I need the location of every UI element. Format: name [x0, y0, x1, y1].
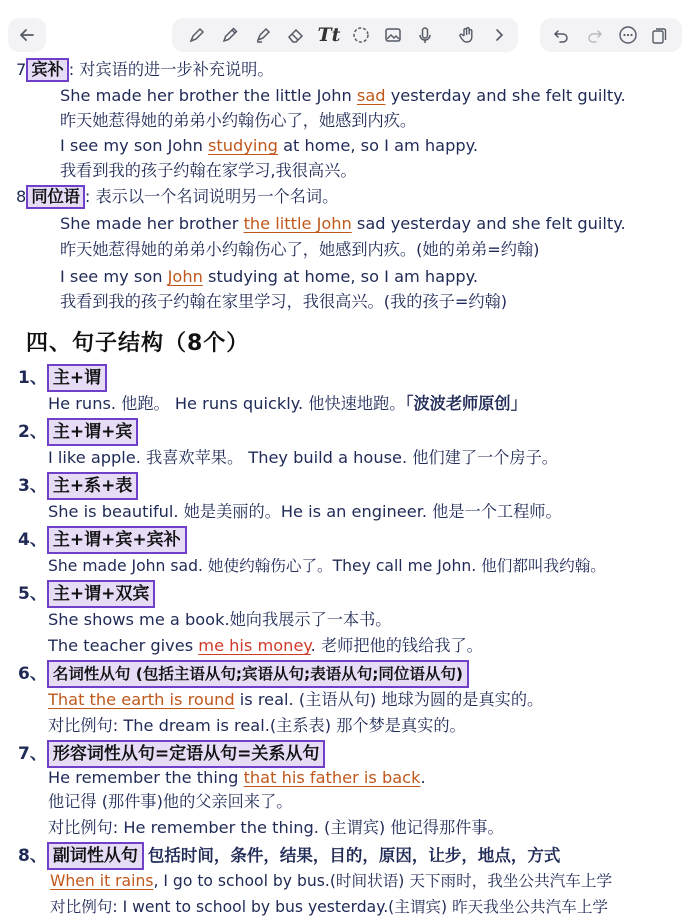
toolbar — [0, 0, 690, 64]
item-4-title — [18, 526, 187, 554]
s7-example-1-cn: 昨天她惹得她的弟弟小约翰伤心了，她感到内疚。 — [60, 111, 417, 130]
s8-example-2 — [60, 266, 478, 288]
microphone-tool-button[interactable] — [412, 18, 438, 52]
item-6-l1-text: is real. (主语从句) 地球为圆的是真实的。 — [234, 690, 544, 709]
microphone-icon — [415, 25, 435, 45]
back-button[interactable] — [14, 18, 40, 52]
item-5-l2-text-a: The teacher gives — [48, 636, 199, 655]
s7-l1-underlined: sad — [356, 86, 386, 105]
s7-example-2-cn: 我看到我的孩子约翰在家学习,我很高兴。 — [60, 161, 357, 180]
item-5-l2-highlight: me his money — [198, 636, 311, 655]
pen-tool-button[interactable] — [184, 18, 210, 52]
item-5-title — [18, 580, 155, 608]
lasso-tool-button[interactable] — [348, 18, 374, 52]
s8-l1-text-b: sad yesterday and she felt guilty. — [351, 214, 626, 233]
item-1-title — [18, 364, 107, 392]
s8-l3-text-b: studying at home, so I am happy. — [202, 267, 479, 286]
redo-icon — [585, 25, 605, 45]
s7-l1-text-a: She made her brother the little John — [60, 86, 357, 105]
actions-pill — [540, 18, 682, 52]
item-8-l1-text: , I go to school by bus.(时间状语) 天下雨时，我坐公共汽车上学 — [153, 872, 613, 890]
s7-l1-text-b: yesterday and she felt guilty. — [385, 86, 626, 105]
touch-tool-button[interactable] — [454, 18, 480, 52]
more-icon — [618, 25, 638, 45]
s7-l3-text-b: at home, so I am happy. — [277, 136, 479, 155]
more-button[interactable] — [615, 18, 641, 52]
s7-l3-underlined: studying — [208, 136, 278, 155]
highlighter-tool-button[interactable] — [250, 18, 276, 52]
s8-example-1-cn: 昨天她惹得她的弟弟小约翰伤心了，她感到内疚。(她的弟弟=约翰) — [60, 240, 540, 259]
item-5-example-2 — [48, 635, 483, 657]
item-6-example-2: 对比例句: The dream is real.(主系表) 那个梦是真实的。 — [48, 716, 466, 735]
chevron-right-icon — [489, 25, 509, 45]
item-4-tag: 主+谓+宾+宾补 — [47, 526, 187, 554]
item-1-example-text: He runs. 他跑。 He runs quickly. 他快速地跑。 — [48, 394, 406, 413]
item-1-credit: 「波波老师原创」 — [405, 394, 527, 413]
item-7-example-1 — [48, 767, 426, 789]
item-6-l1-underlined: That the earth is round — [48, 690, 235, 709]
pages-button[interactable] — [646, 18, 672, 52]
s8-l1-underlined: the little John — [243, 214, 352, 233]
tools-pill — [172, 18, 518, 52]
item-8-tag: 副词性从句 — [47, 842, 144, 870]
item-8-example-1 — [50, 870, 612, 892]
item-1-number: 1、 — [18, 368, 47, 388]
item-8-l1-underlined: When it rains — [50, 872, 154, 890]
item-5-number: 5、 — [18, 584, 47, 604]
s8-example-2-cn: 我看到我的孩子约翰在家里学习，我很高兴。(我的孩子=约翰) — [60, 292, 508, 311]
back-pill — [8, 18, 46, 52]
item-8-description: 包括时间，条件，结果，目的，原因，让步，地点，方式 — [147, 846, 561, 865]
eraser-icon — [286, 25, 306, 45]
s8-title-line — [16, 185, 338, 209]
item-6-tag: 名词性从句 (包括主语从句;宾语从句;表语从句;同位语从句) — [47, 660, 469, 688]
undo-icon — [551, 25, 571, 45]
s7-example-2 — [60, 135, 478, 157]
item-1-example — [48, 393, 527, 415]
image-icon — [383, 25, 403, 45]
s8-example-1 — [60, 213, 626, 235]
item-1-tag: 主+谓 — [47, 364, 107, 392]
arrow-left-icon — [17, 25, 37, 45]
item-5-example-1: She shows me a book.她向我展示了一本书。 — [48, 610, 392, 629]
item-4-number: 4、 — [18, 530, 47, 550]
item-6-example-1 — [48, 689, 543, 711]
item-7-l1-text-b: . — [420, 768, 426, 787]
item-5-tag: 主+谓+双宾 — [47, 580, 156, 608]
lasso-icon — [351, 25, 371, 45]
s8-l3-text-a: I see my son — [60, 267, 168, 286]
item-6-number: 6、 — [18, 664, 47, 684]
item-6-title — [18, 660, 469, 688]
more-tools-button[interactable] — [486, 18, 512, 52]
item-7-tag: 形容词性从句=定语从句=关系从句 — [47, 740, 326, 768]
item-2-title — [18, 418, 138, 446]
s8-tag: 同位语 — [26, 185, 85, 209]
pencil-tool-button[interactable] — [217, 18, 243, 52]
s7-number: 7 — [16, 60, 27, 79]
redo-button[interactable] — [582, 18, 608, 52]
highlighter-icon — [253, 25, 273, 45]
text-tool-icon: Tt — [317, 24, 341, 46]
item-3-title — [18, 472, 138, 500]
item-3-tag: 主+系+表 — [47, 472, 139, 500]
s7-l3-text-a: I see my son John — [60, 136, 208, 155]
item-7-example-2: 他记得 (那件事)他的父亲回来了。 — [48, 792, 293, 811]
item-8-title — [18, 842, 560, 870]
s8-number: 8 — [16, 187, 27, 206]
item-2-number: 2、 — [18, 422, 47, 442]
s7-example-1 — [60, 85, 626, 107]
s8-l3-underlined: John — [167, 267, 203, 286]
item-5-l2-text-b: . 老师把他的钱给我了。 — [310, 636, 483, 655]
pen-icon — [187, 25, 207, 45]
item-2-tag: 主+谓+宾 — [47, 418, 139, 446]
s8-desc: : 表示以一个名词说明另一个名词。 — [84, 187, 339, 206]
eraser-tool-button[interactable] — [283, 18, 309, 52]
s8-l1-text-a: She made her brother — [60, 214, 244, 233]
image-tool-button[interactable] — [380, 18, 406, 52]
pages-icon — [649, 25, 669, 45]
item-3-example: She is beautiful. 她是美丽的。He is an engineer. 他是一个工程师。 — [48, 502, 562, 521]
s7-desc: : 对宾语的进一步补充说明。 — [68, 60, 274, 79]
hand-touch-icon — [457, 25, 477, 45]
section-heading: 四、句子结构（8个） — [26, 331, 250, 356]
item-4-example: She made John sad. 她使约翰伤心了。They call me John. 他们都叫我约翰。 — [48, 557, 606, 575]
text-tool-button[interactable] — [316, 18, 342, 52]
pencil-icon — [220, 25, 240, 45]
item-8-number: 8、 — [18, 846, 47, 866]
item-8-example-2: 对比例句: I went to school by bus yesterday.(主谓宾) 昨天我坐公共汽车上学 — [50, 898, 609, 916]
item-2-example: I like apple. 我喜欢苹果。 They build a house. 他们建了一个房子。 — [48, 448, 558, 467]
s7-title-line — [16, 58, 274, 82]
item-7-number: 7、 — [18, 744, 47, 764]
undo-button[interactable] — [548, 18, 574, 52]
item-3-number: 3、 — [18, 476, 47, 496]
s7-tag: 宾补 — [26, 58, 68, 82]
item-7-title — [18, 740, 325, 768]
item-7-l1-text-a: He remember the thing — [48, 768, 244, 787]
item-7-l1-underlined: that his father is back — [243, 768, 421, 787]
item-7-example-3: 对比例句: He remember the thing. (主谓宾) 他记得那件事。 — [48, 818, 504, 837]
